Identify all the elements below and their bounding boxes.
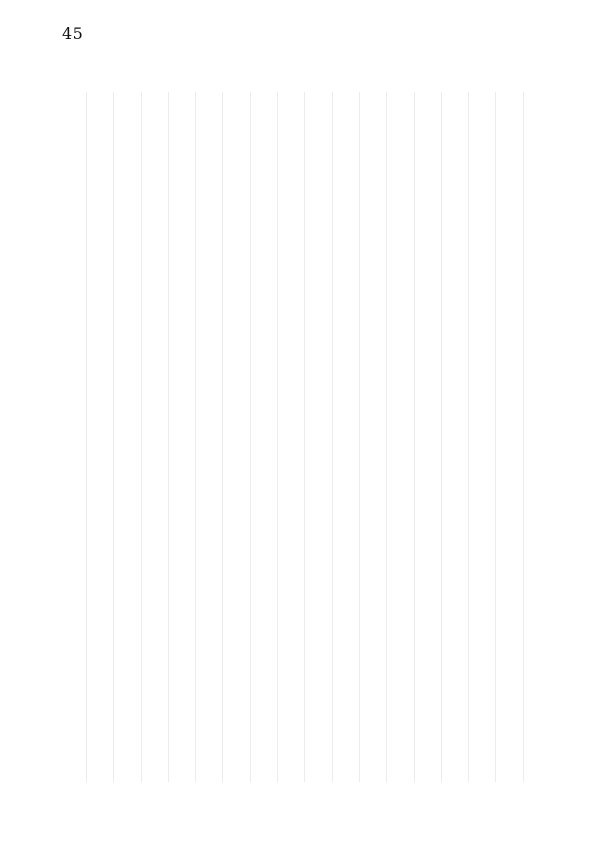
body-text xyxy=(73,92,537,782)
text-line xyxy=(264,92,291,782)
text-line xyxy=(401,92,428,782)
text-line xyxy=(237,92,264,782)
text-line xyxy=(319,92,346,782)
text-line xyxy=(346,92,373,782)
text-line xyxy=(455,92,482,782)
text-line xyxy=(100,92,127,782)
text-line xyxy=(155,92,182,782)
text-line xyxy=(182,92,209,782)
text-line xyxy=(209,92,236,782)
text-line xyxy=(291,92,318,782)
text-line xyxy=(128,92,155,782)
text-line xyxy=(482,92,509,782)
page-number: 45 xyxy=(62,24,84,43)
text-line xyxy=(73,92,100,782)
text-line xyxy=(428,92,455,782)
text-line xyxy=(510,92,537,782)
text-line xyxy=(373,92,400,782)
